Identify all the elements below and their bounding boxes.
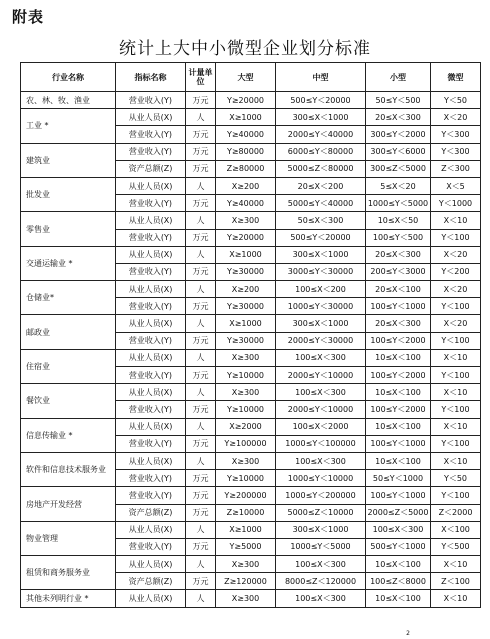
indicator-cell: 营业收入(Y) [116,332,186,349]
micro-cell: X＜20 [431,281,481,298]
medium-cell: 1000≤Y＜5000 [276,538,366,555]
small-cell: 20≤X＜100 [366,281,431,298]
industry-name-cell: 租赁和商务服务业 [21,556,116,590]
indicator-cell: 营业收入(Y) [116,487,186,504]
indicator-cell: 从业人员(X) [116,418,186,435]
micro-cell: Y＜50 [431,92,481,109]
industry-name-cell: 住宿业 [21,349,116,383]
large-cell: Z≥120000 [216,573,276,590]
table-row [21,212,481,229]
indicator-cell: 资产总额(Z) [116,504,186,521]
micro-cell: Y＜100 [431,229,481,246]
indicator-cell: 从业人员(X) [116,281,186,298]
micro-cell: X＜5 [431,177,481,194]
micro-cell: Z＜100 [431,573,481,590]
micro-cell: X＜10 [431,452,481,469]
appendix-heading: 附表 [12,8,45,26]
indicator-cell: 营业收入(Y) [116,298,186,315]
header-industry: 行业名称 [21,63,116,92]
large-cell: X≥300 [216,384,276,401]
indicator-cell: 从业人员(X) [116,212,186,229]
unit-cell: 万元 [186,367,216,384]
table-header-row [21,63,481,92]
medium-cell: 1000≤Y＜200000 [276,487,366,504]
large-cell: Y≥40000 [216,195,276,212]
small-cell: 100≤Z＜8000 [366,573,431,590]
large-cell: Y≥5000 [216,538,276,555]
medium-cell: 300≤X＜1000 [276,246,366,263]
medium-cell: 2000≤Y＜40000 [276,126,366,143]
unit-cell: 万元 [186,332,216,349]
micro-cell: Z＜2000 [431,504,481,521]
medium-cell: 2000≤Y＜30000 [276,332,366,349]
medium-cell: 1000≤Y＜30000 [276,298,366,315]
large-cell: Y≥10000 [216,470,276,487]
indicator-cell: 从业人员(X) [116,590,186,607]
small-cell: 100≤X＜300 [366,521,431,538]
industry-name-cell: 零售业 [21,212,116,246]
table-row [21,315,481,332]
small-cell: 100≤Y＜1000 [366,435,431,452]
table-row [21,92,481,109]
small-cell: 100≤Y＜2000 [366,332,431,349]
industry-name-cell: 软件和信息技术服务业 [21,452,116,486]
indicator-cell: 营业收入(Y) [116,229,186,246]
micro-cell: X＜10 [431,384,481,401]
small-cell: 20≤X＜300 [366,315,431,332]
large-cell: Z≥80000 [216,160,276,177]
header-unit: 计量单位 [186,63,216,92]
small-cell: 5≤X＜20 [366,177,431,194]
small-cell: 100≤Y＜500 [366,229,431,246]
large-cell: X≥1000 [216,315,276,332]
medium-cell: 1000≤Y＜100000 [276,435,366,452]
small-cell: 100≤Y＜2000 [366,367,431,384]
micro-cell: Y＜500 [431,538,481,555]
indicator-cell: 营业收入(Y) [116,126,186,143]
micro-cell: X＜10 [431,349,481,366]
micro-cell: Y＜100 [431,298,481,315]
industry-name-cell: 餐饮业 [21,384,116,418]
header-medium: 中型 [276,63,366,92]
micro-cell: X＜10 [431,590,481,607]
micro-cell: X＜10 [431,556,481,573]
large-cell: Z≥10000 [216,504,276,521]
small-cell: 2000≤Z＜5000 [366,504,431,521]
unit-cell: 人 [186,384,216,401]
indicator-cell: 营业收入(Y) [116,143,186,160]
large-cell: X≥1000 [216,521,276,538]
small-cell: 100≤Y＜1000 [366,298,431,315]
unit-cell: 人 [186,281,216,298]
industry-name-cell: 批发业 [21,177,116,211]
unit-cell: 万元 [186,143,216,160]
large-cell: Y≥30000 [216,298,276,315]
medium-cell: 6000≤Y＜80000 [276,143,366,160]
indicator-cell: 资产总额(Z) [116,573,186,590]
medium-cell: 8000≤Z＜120000 [276,573,366,590]
small-cell: 200≤Y＜3000 [366,263,431,280]
small-cell: 10≤X＜50 [366,212,431,229]
industry-name-cell: 邮政业 [21,315,116,349]
large-cell: X≥1000 [216,246,276,263]
medium-cell: 100≤X＜200 [276,281,366,298]
indicator-cell: 营业收入(Y) [116,538,186,555]
table-row [21,487,481,504]
medium-cell: 5000≤Z＜10000 [276,504,366,521]
micro-cell: Y＜300 [431,126,481,143]
industry-name-cell: 建筑业 [21,143,116,177]
small-cell: 100≤Y＜2000 [366,401,431,418]
indicator-cell: 从业人员(X) [116,452,186,469]
small-cell: 300≤Z＜5000 [366,160,431,177]
unit-cell: 人 [186,590,216,607]
table-row [21,452,481,469]
large-cell: Y≥20000 [216,92,276,109]
indicator-cell: 营业收入(Y) [116,401,186,418]
unit-cell: 人 [186,556,216,573]
small-cell: 1000≤Y＜5000 [366,195,431,212]
table-row [21,109,481,126]
small-cell: 10≤X＜100 [366,384,431,401]
small-cell: 100≤Y＜1000 [366,487,431,504]
indicator-cell: 资产总额(Z) [116,160,186,177]
micro-cell: X＜10 [431,212,481,229]
table-row [21,418,481,435]
unit-cell: 万元 [186,435,216,452]
micro-cell: Y＜100 [431,332,481,349]
header-micro: 微型 [431,63,481,92]
unit-cell: 人 [186,177,216,194]
medium-cell: 100≤X＜300 [276,384,366,401]
small-cell: 20≤X＜300 [366,246,431,263]
medium-cell: 100≤X＜300 [276,556,366,573]
unit-cell: 人 [186,212,216,229]
micro-cell: Y＜100 [431,435,481,452]
large-cell: Y≥20000 [216,229,276,246]
micro-cell: Y＜50 [431,470,481,487]
table-row [21,143,481,160]
header-small: 小型 [366,63,431,92]
unit-cell: 万元 [186,487,216,504]
micro-cell: Y＜300 [431,143,481,160]
small-cell: 500≤Y＜1000 [366,538,431,555]
large-cell: X≥300 [216,349,276,366]
unit-cell: 人 [186,315,216,332]
industry-name-cell: 仓储业* [21,281,116,315]
indicator-cell: 从业人员(X) [116,315,186,332]
header-large: 大型 [216,63,276,92]
large-cell: Y≥10000 [216,367,276,384]
industry-name-cell: 信息传输业 * [21,418,116,452]
unit-cell: 万元 [186,401,216,418]
medium-cell: 300≤X＜1000 [276,109,366,126]
unit-cell: 人 [186,418,216,435]
large-cell: Y≥10000 [216,401,276,418]
medium-cell: 2000≤Y＜10000 [276,367,366,384]
unit-cell: 人 [186,109,216,126]
large-cell: X≥300 [216,590,276,607]
document-title: 统计上大中小微型企业划分标准 [119,39,371,59]
header-indicator: 指标名称 [116,63,186,92]
medium-cell: 2000≤Y＜10000 [276,401,366,418]
small-cell: 50≤Y＜1000 [366,470,431,487]
indicator-cell: 营业收入(Y) [116,435,186,452]
unit-cell: 万元 [186,263,216,280]
indicator-cell: 营业收入(Y) [116,195,186,212]
industry-name-cell: 工业 * [21,109,116,143]
table-row [21,521,481,538]
large-cell: Y≥80000 [216,143,276,160]
unit-cell: 万元 [186,229,216,246]
medium-cell: 500≤Y＜20000 [276,92,366,109]
industry-name-cell: 农、林、牧、渔业 [21,92,116,109]
large-cell: X≥200 [216,177,276,194]
large-cell: X≥300 [216,556,276,573]
unit-cell: 人 [186,349,216,366]
small-cell: 20≤X＜300 [366,109,431,126]
small-cell: 50≤Y＜500 [366,92,431,109]
unit-cell: 万元 [186,470,216,487]
large-cell: Y≥200000 [216,487,276,504]
indicator-cell: 从业人员(X) [116,521,186,538]
table-row [21,556,481,573]
medium-cell: 3000≤Y＜30000 [276,263,366,280]
indicator-cell: 营业收入(Y) [116,92,186,109]
micro-cell: Y＜100 [431,367,481,384]
medium-cell: 300≤X＜1000 [276,315,366,332]
micro-cell: Y＜200 [431,263,481,280]
micro-cell: X＜20 [431,109,481,126]
table-row [21,349,481,366]
indicator-cell: 营业收入(Y) [116,367,186,384]
large-cell: X≥200 [216,281,276,298]
small-cell: 300≤Y＜6000 [366,143,431,160]
micro-cell: X＜10 [431,418,481,435]
unit-cell: 万元 [186,573,216,590]
unit-cell: 万元 [186,126,216,143]
large-cell: X≥1000 [216,109,276,126]
micro-cell: X＜100 [431,521,481,538]
micro-cell: X＜20 [431,315,481,332]
medium-cell: 20≤X＜200 [276,177,366,194]
unit-cell: 万元 [186,298,216,315]
table-row [21,590,481,607]
unit-cell: 人 [186,452,216,469]
indicator-cell: 从业人员(X) [116,177,186,194]
unit-cell: 万元 [186,92,216,109]
classification-table [20,62,481,608]
table-body [21,92,481,608]
small-cell: 10≤X＜100 [366,349,431,366]
large-cell: X≥300 [216,212,276,229]
unit-cell: 万元 [186,195,216,212]
medium-cell: 500≤Y＜20000 [276,229,366,246]
unit-cell: 人 [186,521,216,538]
table-row [21,246,481,263]
large-cell: Y≥30000 [216,332,276,349]
unit-cell: 万元 [186,538,216,555]
small-cell: 300≤Y＜2000 [366,126,431,143]
micro-cell: Y＜100 [431,401,481,418]
table-row [21,281,481,298]
large-cell: Y≥100000 [216,435,276,452]
large-cell: Y≥30000 [216,263,276,280]
micro-cell: Y＜100 [431,487,481,504]
page-number: 2 [406,630,410,637]
medium-cell: 100≤X＜300 [276,349,366,366]
indicator-cell: 营业收入(Y) [116,263,186,280]
industry-name-cell: 交通运输业 * [21,246,116,280]
unit-cell: 万元 [186,160,216,177]
indicator-cell: 从业人员(X) [116,109,186,126]
industry-name-cell: 房地产开发经营 [21,487,116,521]
industry-name-cell: 物业管理 [21,521,116,555]
medium-cell: 100≤X＜2000 [276,418,366,435]
indicator-cell: 从业人员(X) [116,349,186,366]
table-row [21,177,481,194]
table-row [21,384,481,401]
indicator-cell: 营业收入(Y) [116,470,186,487]
medium-cell: 1000≤Y＜10000 [276,470,366,487]
micro-cell: Z＜300 [431,160,481,177]
medium-cell: 5000≤Z＜80000 [276,160,366,177]
medium-cell: 5000≤Y＜40000 [276,195,366,212]
medium-cell: 100≤X＜300 [276,452,366,469]
industry-name-cell: 其他未列明行业 * [21,590,116,607]
indicator-cell: 从业人员(X) [116,556,186,573]
medium-cell: 300≤X＜1000 [276,521,366,538]
small-cell: 10≤X＜100 [366,452,431,469]
small-cell: 10≤X＜100 [366,556,431,573]
large-cell: X≥300 [216,452,276,469]
micro-cell: X＜20 [431,246,481,263]
large-cell: Y≥40000 [216,126,276,143]
small-cell: 10≤X＜100 [366,418,431,435]
medium-cell: 100≤X＜300 [276,590,366,607]
micro-cell: Y＜1000 [431,195,481,212]
medium-cell: 50≤X＜300 [276,212,366,229]
unit-cell: 万元 [186,504,216,521]
indicator-cell: 从业人员(X) [116,384,186,401]
indicator-cell: 从业人员(X) [116,246,186,263]
large-cell: X≥2000 [216,418,276,435]
unit-cell: 人 [186,246,216,263]
small-cell: 10≤X＜100 [366,590,431,607]
